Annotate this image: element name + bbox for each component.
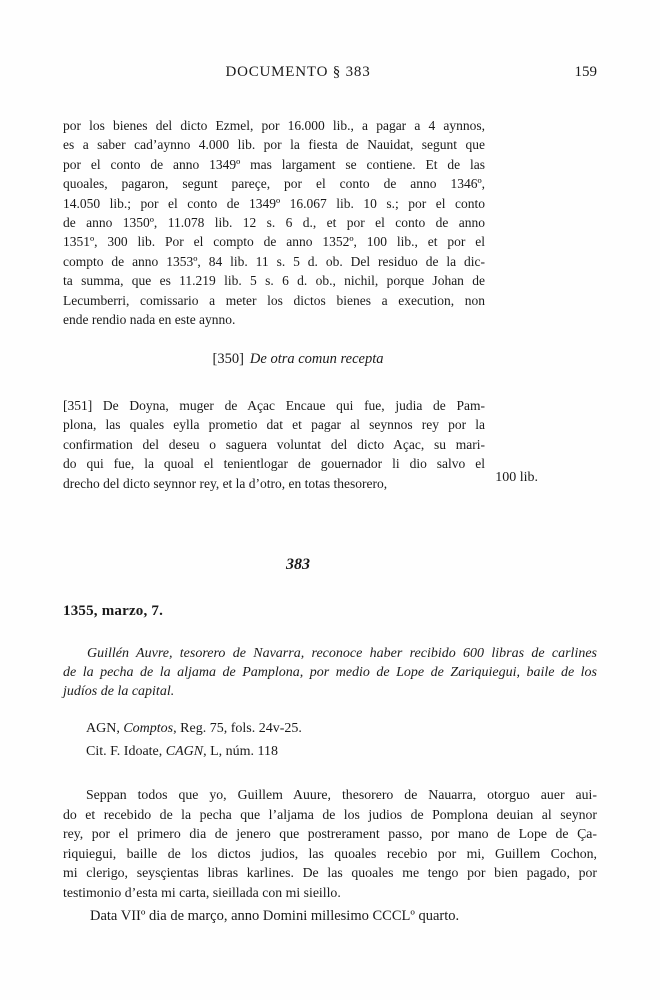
account-paragraph-continuation <box>63 116 485 329</box>
text-line: plona, las quales eylla prometio dat et pagar al seynnos rey por la <box>63 417 485 433</box>
entry-text <box>63 396 485 493</box>
entry-ref-350: [350] <box>212 351 244 367</box>
text-line: riquiegui, baille de los dictos judios, las quoales recebio por mi, Guillem Cochon, <box>63 845 597 861</box>
citation-prefix: Cit. F. Idoate, <box>86 744 166 759</box>
text-line: do et recebido de la pecha que l’aljama de los judios de Pomplona deuian al seynor <box>63 806 597 822</box>
text-line: judíos de la capital. <box>63 684 175 700</box>
text-line: es a saber cad’aynno 4.000 lib. por la fiesta de Nauidat, segunt que <box>63 137 485 153</box>
text-line: 14.050 lib.; por el conto de 1349º 16.067 lib. 10 s.; por el conto <box>63 195 485 211</box>
section-title: De otra comun recepta <box>249 351 384 367</box>
text-line: de anno 1350º, 11.078 lib. 12 s. 6 d., et por el conto de anno <box>63 215 485 231</box>
document-date-line: 1355, marzo, 7. <box>63 603 164 619</box>
text-line: confirmation del deseu o saguera voluntat del dicto Açac, su mari- <box>63 436 485 452</box>
text-line: Lecumberri, comissario a meter los dictos bienes a execution, non <box>63 292 485 308</box>
page-number: 159 <box>574 64 597 80</box>
citation-title-italic: CAGN <box>165 744 204 759</box>
citation-line <box>86 744 278 760</box>
entry-amount: 100 lib. <box>495 470 538 486</box>
text-line: 1351º, 300 lib. Por el compto de anno 1352º, 100 lib., et por el <box>63 234 485 250</box>
section-heading-350 <box>63 351 533 368</box>
page-header <box>63 64 597 84</box>
text-line: do qui fue, la quoal el tenientlogar de gouernador li dio salvo el <box>63 456 485 472</box>
text-line: mi clerigo, seysçientas libras karlines. De las quoales me tengo por bien pagado, por <box>63 865 597 881</box>
text-line: por los bienes del dicto Ezmel, por 16.000 lib., a pagar a 4 aynnos, <box>63 118 485 133</box>
text-line: quoales, pagaron, segunt pareçe, por el conto de anno 1346º, <box>63 176 485 192</box>
text-line: rey, por el primero dia de jenero que postrerament passo, por mano de Lope de Ça- <box>63 826 597 842</box>
text-line: drecho del dicto seynnor rey, et la d’otro, en totas thesorero, <box>63 475 388 491</box>
text-line: [351] De Doyna, muger de Açac Encaue qui fue, judia de Pam- <box>63 398 485 413</box>
text-line: testimonio d’esta mi carta, sieillada con mi sieillo. <box>63 884 341 900</box>
text-line: de la pecha de la aljama de Pamplona, por medio de Lope de Zariquiegui, baile de los <box>63 665 597 681</box>
source-prefix: AGN, <box>86 721 124 736</box>
dating-clause: Data VIIº dia de março, anno Domini millesimo CCCLº quarto. <box>90 908 460 924</box>
text-line: Seppan todos que yo, Guillem Auure, thesorero de Nauarra, otorguo auer aui- <box>86 787 597 802</box>
text-line: por el conto de anno 1349º mas largament se contiene. Et de las <box>63 156 485 172</box>
source-title-italic: Comptos <box>123 721 174 736</box>
text-line: ta summa, que es 11.219 lib. 5 s. 6 d. ob., nichil, porque Johan de <box>63 273 485 289</box>
source-suffix: , Reg. 75, fols. 24v-25. <box>173 721 302 736</box>
text-line: ende rendio nada en este aynno. <box>63 312 236 328</box>
account-entry-351 <box>63 396 597 493</box>
document-number-heading: 383 <box>286 556 310 573</box>
document-body-paragraph <box>63 785 597 903</box>
archival-source-line <box>86 721 302 737</box>
citation-suffix: , L, núm. 118 <box>203 744 279 759</box>
text-line: Guillén Auvre, tesorero de Navarra, reconoce haber recibido 600 libras de carlines <box>87 646 597 661</box>
text-line: compto de anno 1353º, 84 lib. 11 s. 5 d. ob. Del residuo de la dic- <box>63 253 485 269</box>
running-title: DOCUMENTO § 383 <box>225 64 371 80</box>
document-summary <box>63 644 597 702</box>
